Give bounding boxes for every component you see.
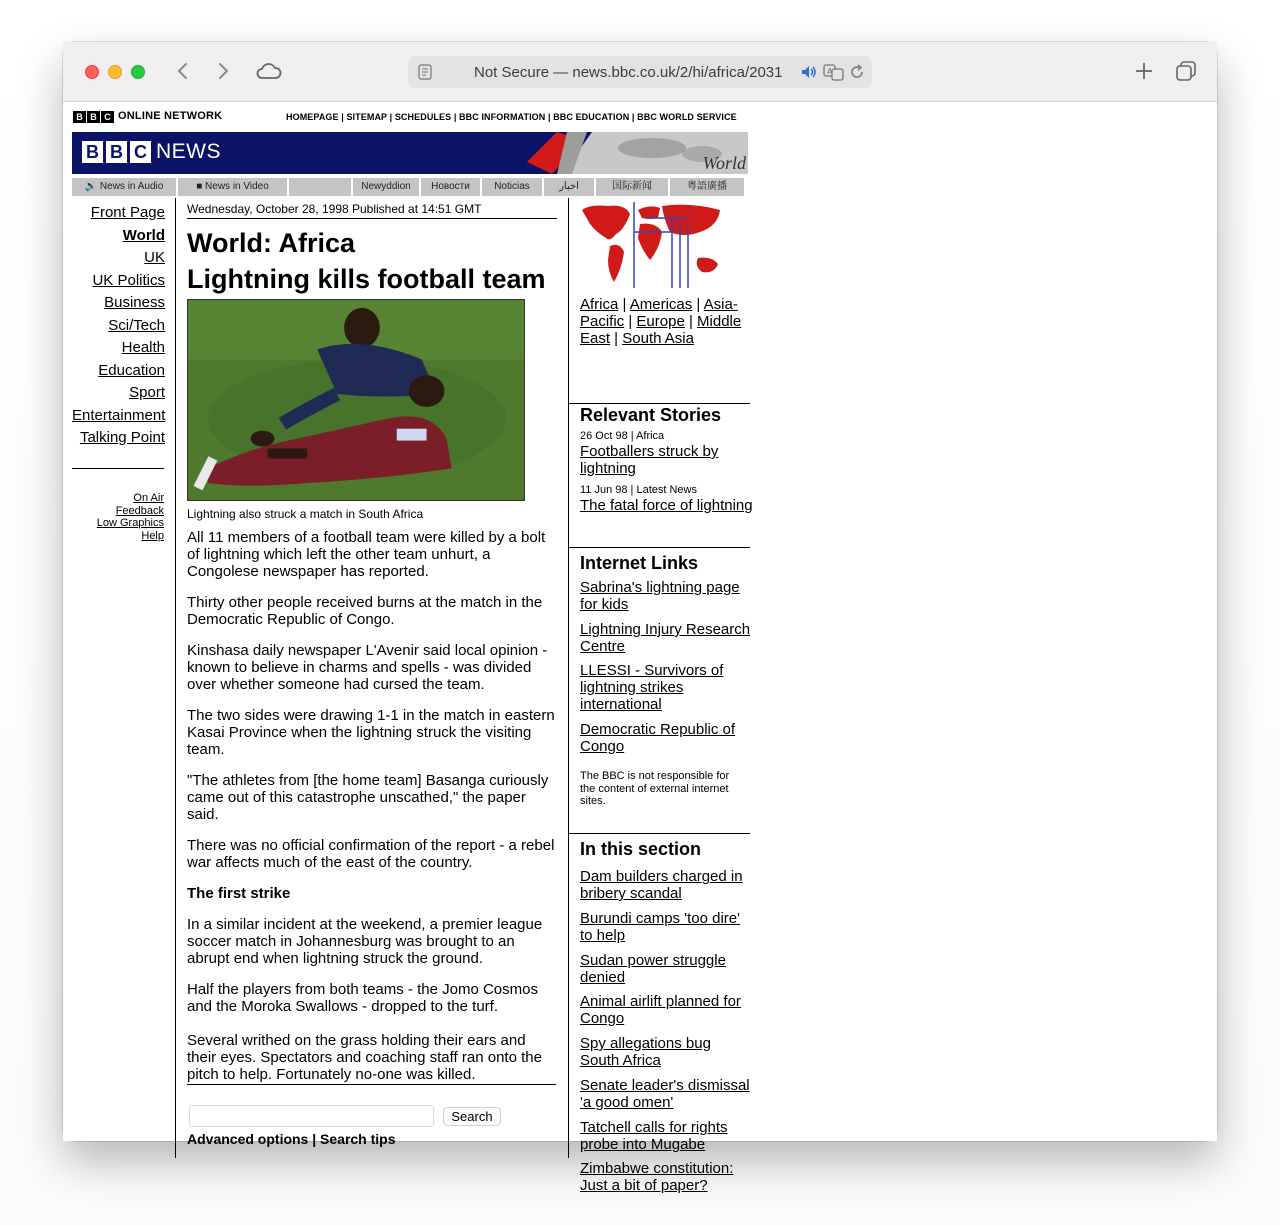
bbc-letter: B <box>87 111 100 123</box>
nav-world[interactable]: World <box>122 226 165 244</box>
relevant-story-link[interactable]: Footballers struck by lightning <box>580 443 719 477</box>
photo-caption: Lightning also struck a match in South Africa <box>187 507 424 521</box>
internet-link[interactable]: Democratic Republic of Congo <box>580 721 736 755</box>
internet-links-heading: Internet Links <box>580 553 699 573</box>
region-middle-east[interactable]: Middle East <box>580 313 742 347</box>
welsh-news-link[interactable] <box>353 178 419 196</box>
divider <box>569 833 750 834</box>
region-asia-pacific[interactable]: Asia-Pacific <box>580 296 738 330</box>
lang-label: Новости <box>431 181 470 192</box>
lang-label: News in Video <box>205 181 269 192</box>
nav-talking-point[interactable]: Talking Point <box>79 429 165 446</box>
section-story-link[interactable]: Dam builders charged in bribery scandal <box>580 868 743 902</box>
article-paragraph: In a similar incident at the weekend, a premier league soccer match in Johannesburg was brought to an abrupt end when lightning struck the ground. <box>187 916 543 967</box>
network-top-links[interactable]: HOMEPAGE | SITEMAP | SCHEDULES | BBC INFORMATION | BBC EDUCATION | BBC WORLD SERVICE <box>286 112 737 122</box>
article-paragraph: Several writhed on the grass holding their ears and their eyes. Spectators and coaching staff ran onto the pitch to help. Fortunately no-one was killed. <box>187 1032 542 1083</box>
spanish-news-link[interactable] <box>482 178 542 196</box>
nav-education[interactable]: Education <box>98 361 165 379</box>
in-this-section-heading: In this section <box>580 839 702 859</box>
column-divider <box>175 198 176 1158</box>
left-navigation <box>72 202 165 450</box>
section-story-link[interactable]: Senate leader's dismissal 'a good omen' <box>580 1077 750 1111</box>
column-divider <box>568 198 569 1158</box>
search-button[interactable]: Search <box>443 1107 501 1126</box>
relevant-stories-heading: Relevant Stories <box>580 405 722 425</box>
arabic-news-link[interactable] <box>544 178 594 196</box>
close-window-button[interactable] <box>85 65 99 79</box>
internet-link[interactable]: Lightning Injury Research Centre <box>580 621 751 655</box>
nav-entertainment[interactable]: Entertainment <box>72 406 166 424</box>
reload-icon[interactable] <box>850 64 865 80</box>
right-column <box>580 202 750 347</box>
article-paragraph: Kinshasa daily newspaper L'Avenir said local opinion - known to believe in charms and spells - was divided over whether someone had cursed the team. <box>187 642 548 693</box>
low-graphics-link[interactable]: Low Graphics <box>96 517 164 529</box>
article-paragraph: All 11 members of a football team were killed by a bolt of lightning which left the other team unhurt, a Congolese newspaper has reported. <box>187 529 546 580</box>
banner-world-label: World <box>702 153 746 173</box>
bbc-letter: C <box>101 111 114 123</box>
news-in-video-link[interactable] <box>178 178 287 196</box>
translate-icon[interactable] <box>823 63 845 81</box>
lang-label: 粤語廣播 <box>687 181 727 192</box>
relevant-story-link[interactable]: The fatal force of lightning <box>580 497 753 514</box>
news-in-audio-link[interactable] <box>72 178 176 196</box>
nav-health[interactable]: Health <box>121 339 165 356</box>
section-story-link[interactable]: Spy allegations bug South Africa <box>580 1035 711 1069</box>
article-paragraph: "The athletes from [the home team] Basanga curiously came out of this catastrophe unscathed," the paper said. <box>187 772 549 823</box>
region-south-asia[interactable]: South Asia <box>622 330 694 347</box>
banner-news-title: NEWS <box>156 140 221 163</box>
article-headline: Lightning kills football team <box>187 264 546 294</box>
region-links: Africa | Americas | Asia-Pacific | Europe | Middle East | South Asia <box>580 296 742 347</box>
article-paragraph: There was no official confirmation of the report - a rebel war affects much of the east of the country. <box>187 837 555 871</box>
new-tab-icon[interactable] <box>1133 60 1155 82</box>
story-meta: 11 Jun 98 | Latest News <box>580 484 697 496</box>
minimize-window-button[interactable] <box>108 65 122 79</box>
on-air-link[interactable]: On Air <box>133 492 164 504</box>
lang-label: Noticias <box>494 181 530 192</box>
article <box>187 202 557 1083</box>
section-story-link[interactable]: Burundi camps 'too dire' to help <box>580 910 740 944</box>
lang-label: 国际新闻 <box>612 181 652 192</box>
story-meta: 26 Oct 98 | Africa <box>580 430 665 442</box>
lang-spacer <box>289 178 351 196</box>
web-page <box>63 102 1217 1194</box>
section-story-link[interactable]: Animal airlift planned for Congo <box>580 993 741 1027</box>
address-bar[interactable] <box>408 56 872 88</box>
nav-uk-politics[interactable]: UK Politics <box>92 271 165 289</box>
section-story-link[interactable]: Tatchell calls for rights probe into Mugabe <box>580 1119 728 1153</box>
divider <box>569 403 750 404</box>
lang-label: اخبار <box>559 181 579 192</box>
forward-arrow-icon[interactable] <box>211 59 235 83</box>
speaker-icon[interactable] <box>800 64 818 80</box>
browser-window <box>63 42 1217 1194</box>
nav-sport[interactable]: Sport <box>129 384 165 401</box>
feedback-link[interactable]: Feedback <box>115 504 164 517</box>
online-network-label: ONLINE NETWORK <box>118 110 223 122</box>
search-input[interactable] <box>189 1105 434 1127</box>
internet-link[interactable]: Sabrina's lightning page for kids <box>580 579 740 613</box>
bbc-letter: C <box>130 141 151 163</box>
world-map-graphic[interactable] <box>580 202 726 288</box>
svg-text:A: A <box>827 67 833 76</box>
speaker-icon: 🔊 <box>84 181 100 192</box>
bbc-letter: B <box>73 111 86 123</box>
article-paragraph: Thirty other people received burns at the match in the Democratic Republic of Congo. <box>187 594 543 628</box>
lang-label: News in Audio <box>99 181 164 192</box>
article-paragraph: Half the players from both teams - the Jomo Cosmos and the Moroka Swallows - dropped to the turf. <box>187 981 538 1015</box>
bbc-news-banner[interactable] <box>72 132 748 174</box>
bbc-letter: B <box>82 141 103 163</box>
browser-toolbar <box>63 42 1217 102</box>
divider <box>72 468 164 469</box>
article-dateline: Wednesday, October 28, 1998 Published at 14:51 GMT <box>187 202 557 219</box>
region-americas[interactable]: Americas <box>629 296 693 313</box>
region-africa[interactable]: Africa <box>580 296 619 313</box>
nav-uk[interactable]: UK <box>144 249 165 266</box>
back-arrow-icon[interactable] <box>171 59 195 83</box>
cantonese-news-link[interactable] <box>670 178 744 196</box>
language-bar <box>72 178 748 196</box>
nav-business[interactable]: Business <box>104 294 165 311</box>
divider <box>569 547 750 548</box>
zoom-window-button[interactable] <box>131 65 145 79</box>
section-story-link[interactable]: Zimbabwe constitution: Just a bit of paper? <box>580 1160 734 1194</box>
lang-label: Newyddion <box>361 181 411 192</box>
article-paragraph: The two sides were drawing 1-1 in the match in eastern Kasai Province when the lightning struck the visiting team. <box>187 707 555 758</box>
russian-news-link[interactable] <box>421 178 480 196</box>
section-title: World: Africa <box>187 228 356 258</box>
bbc-letter: B <box>106 141 127 163</box>
video-camera-icon: ■ <box>196 181 206 192</box>
region-europe[interactable]: Europe <box>636 313 685 330</box>
icloud-tabs-icon[interactable] <box>255 59 283 83</box>
tab-overview-icon[interactable] <box>1175 60 1197 82</box>
external-links-disclaimer: The BBC is not responsible for the content of external internet sites. <box>580 770 730 807</box>
utility-links <box>72 492 164 542</box>
article-subhead: The first strike <box>187 885 291 902</box>
url-text[interactable]: Not Secure — news.bbc.co.uk/2/hi/africa/2031 <box>474 64 783 81</box>
divider <box>187 1084 556 1085</box>
advanced-search-links[interactable]: Advanced options | Search tips <box>187 1131 396 1147</box>
chinese-news-link[interactable] <box>596 178 668 196</box>
nav-front-page[interactable]: Front Page <box>90 204 165 221</box>
bbc-network-strip <box>73 110 748 126</box>
bbc-logo-small[interactable] <box>73 111 114 123</box>
bbc-logo <box>82 141 151 163</box>
internet-link[interactable]: LLESSI - Survivors of lightning strikes international <box>580 662 724 713</box>
help-link[interactable]: Help <box>141 529 164 542</box>
nav-sci-tech[interactable]: Sci/Tech <box>108 316 165 334</box>
section-story-link[interactable]: Sudan power struggle denied <box>580 952 726 986</box>
article-photo <box>187 299 525 501</box>
page-icon <box>418 64 432 80</box>
